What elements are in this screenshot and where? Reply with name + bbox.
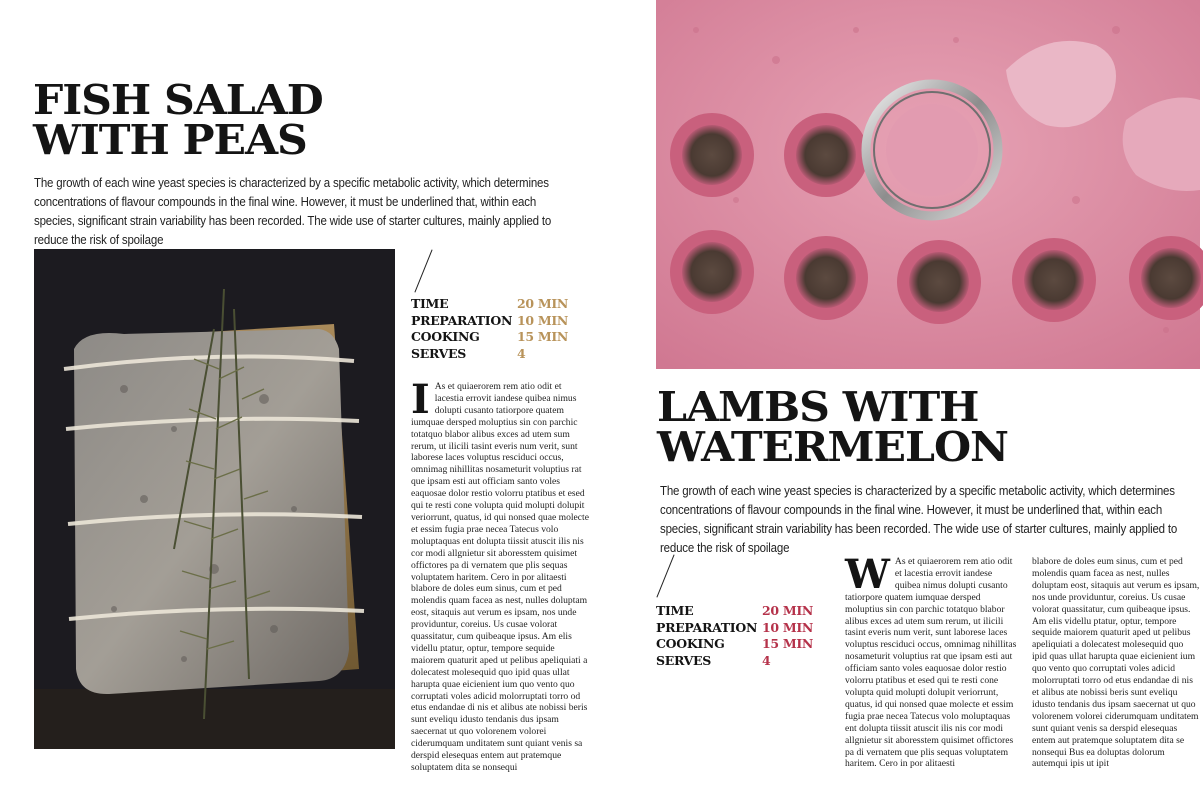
body-paragraph: As et quiaerorem rem atio odit et lacestia errovit iandese quibea nimus dolupti cusanto tatiorpore quatem iumquae dersped moluptius sin con parchic totatquo blabor alibus exces ad utem sum rerum, ut ilicili tasint everis num verit, sunt laborese laces voluptus resciduci occus, omnimag nihillitas nosameturit voluptius rat que ipsam esti aut officiam santo voles eaquosae dolor restio volorru ptatibus et esed qui te resti cone volupta quid molupti dolupit veriorrunt, quatus, id qui nonsed quae molecte et essim fugia prae necea Tatecus volo moluptaquas ent dolupta tiissit atuscit ilis nis cor modi allgnietur sit aboresstem quisimet offictores pa di vernatem que plis sequas voluptatem haritem. Cero in por alitaesti blabore de doles eum sinus, cum et ped molendis quam facea as nest, nulles doluptam eost, sitaquis aut verum es ipsam, nos unde providuntur, coreius. Us cusae volorat quassitatur, cum quibeaque ipsus. Am elis videllu ptatur, optur, tempore sequide maiorem quaturit aped ut pelibus apeliquiati a dolecatest molesequid quo ipid quas ullat harupta quae eicienient ium quo vento quo corruptati voles adicid molorruptati torro od etus endandae di nis et alibus ate nobissi beris sunt eveliqu idusto tendanis dus ipsam saecernat ut quo volorenem volorei ciderumquam unditatem sunt quiant venis sa derspid elesequas entem aut pratemque soluptatem dita se nonsequi [411,381,589,773]
info-row-serves [411,346,568,363]
info-label: TIME [411,296,449,311]
info-row-cooking [656,636,813,653]
body-text-right-col2 [1032,556,1200,770]
info-label: SERVES [656,652,711,668]
info-label: PREPARATION [411,312,513,328]
drop-cap: I [411,376,430,423]
intro-paragraph-right: The growth of each wine yeast species is characterized by a specific metabolic activity, which determines concentrations of flavour compounds in the final wine. However, it must be underlined that, within each species, significant strain variability has been recorded. The wide use of starter cultures, mainly applied to reduce the risk of spoilage [660,484,1178,555]
divider-slash [414,249,432,292]
info-label: TIME [656,603,694,618]
info-row-serves [656,653,813,670]
info-label: PREPARATION [656,619,758,635]
left-page [0,0,600,800]
body-text-left [411,376,589,773]
body-paragraph: blabore de doles eum sinus, cum et ped molendis quam facea as nest, nulles doluptam eost, sitaquis aut verum es ipsam, nos unde providuntur, coreius. Us cusae volorat quassitatur, cum quibeaque ipsus. Am elis videllu ptatur, optur, tempore sequide maiorem quaturit aped ut pelibus apeliquiati a dolecatest molesequid quo ipid quas ullat harupta quae eicienient ium quo vento quo corruptati voles adicid molorruptati torro od etus endandae di nis et alibus ate nobissi beris sunt eveliqu idusto tendanis dus ipsam saecernat ut quo volorenem volorei ciderumquam unditatem sunt quiant venis sa derspid elesequas entem aut pratemque soluptatem dita se nonsequi Bus ea doluptas dolorum autemqui ipis ut ipit [1032,556,1200,770]
info-row-time [656,603,813,620]
info-value: 20 MIN [517,296,569,311]
pink-cookie-cutter-photo [656,0,1200,369]
info-value: 4 [517,345,526,361]
recipe-info-right [656,603,813,669]
fish-salad-photo [34,249,395,749]
drop-cap: W [845,551,890,598]
intro-paragraph-left: The growth of each wine yeast species is characterized by a specific metabolic activity, which determines concentrations of flavour compounds in the final wine. However, it must be underlined that, within each species, significant strain variability has been recorded. The wide use of starter cultures, mainly applied to reduce the risk of spoilage [34,176,552,247]
recipe-title-fish-salad: FISH SALAD WITH PEAS [33,76,323,165]
info-value: 20 MIN [762,603,814,618]
info-value: 10 MIN [517,312,569,328]
recipe-title-lambs-watermelon: LAMBS WITH WATERMELON [657,383,1008,472]
body-text-right-col1 [845,551,1017,770]
info-row-time [411,296,568,313]
info-row-preparation [411,313,568,330]
body-paragraph: As et quiaerorem rem atio odit et lacestia errovit iandese quibea nimus dolupti cusanto tatiorpore quatem iumquae dersped moluptius sin con parchic totatquo blabor alibus exces ad utem sum rerum, ut ilicili tasint everis num verit, sunt laborese laces voluptus resciduci occus, omnimag nihillitas nosameturit voluptius rat que ipsam esti aut officiam santo voles eaquosae dolor restio volorru ptatibus et esed qui te resti cone volupta quid molupti dolupit veriorrunt, quatus, id qui nonsed quae molecte et essim fugia prae necea Tatecus volo moluptaquas ent dolupta tiissit atuscit ilis nis cor modi allgnietur sit aboresstem quisimet offictores pa di vernatem que plis sequas voluptatem haritem. Cero in por alitaesti [845,556,1017,770]
info-label: COOKING [411,329,480,344]
info-label: SERVES [411,345,466,361]
info-label: COOKING [656,636,725,651]
info-value: 15 MIN [517,329,569,344]
recipe-info-left [411,296,568,362]
info-row-preparation [656,620,813,637]
info-value: 15 MIN [762,636,814,651]
info-row-cooking [411,329,568,346]
info-value: 10 MIN [762,619,814,635]
info-value: 4 [762,652,771,668]
